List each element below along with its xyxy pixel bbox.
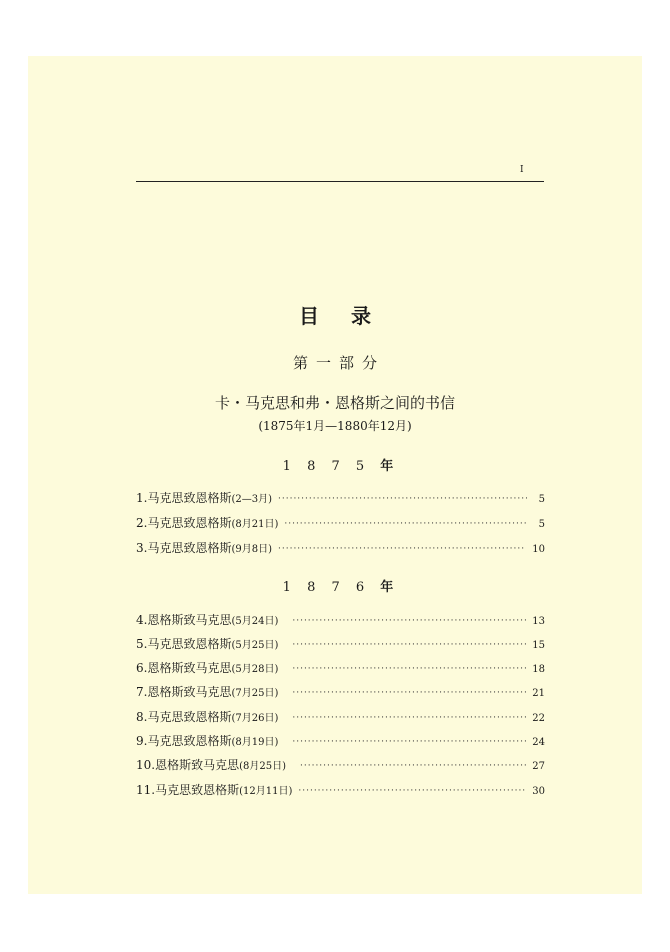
entry-date: (5月28日)	[231, 664, 279, 675]
dot-leader	[292, 640, 526, 650]
part-heading: 第一部分	[292, 354, 385, 372]
entry-page: 13	[532, 616, 545, 627]
toc-entry[interactable]	[136, 733, 545, 749]
dot-leader	[292, 737, 526, 747]
year-number: 1 8 7 6	[282, 580, 371, 595]
year-number: 1 8 7 5	[282, 459, 371, 474]
entry-page: 30	[532, 786, 545, 797]
entry-page: 24	[532, 737, 545, 748]
entry-date: (9月8日)	[231, 544, 272, 555]
year-heading-1875	[0, 455, 670, 474]
entry-page: 27	[532, 761, 545, 772]
page-title: 目录	[299, 304, 403, 328]
entry-number: 10.	[136, 758, 156, 772]
entry-page: 15	[532, 640, 545, 651]
entry-number: 7.	[136, 685, 148, 699]
entry-page: 5	[538, 519, 545, 530]
entry-date: (8月19日)	[231, 737, 279, 748]
entry-title: 恩格斯致马克思	[147, 661, 232, 675]
toc-entry[interactable]	[136, 612, 545, 628]
toc-entry[interactable]	[136, 540, 545, 556]
entry-number: 8.	[136, 710, 148, 724]
entry-number: 11.	[136, 783, 156, 797]
toc-entry[interactable]	[136, 636, 545, 652]
entry-number: 2.	[136, 516, 148, 530]
entry-number: 3.	[136, 541, 148, 555]
entry-date: (5月24日)	[231, 616, 279, 627]
entry-title: 马克思致恩格斯	[147, 710, 232, 724]
toc-entry[interactable]	[136, 709, 545, 725]
entry-date: (7月25日)	[231, 688, 279, 699]
dot-leader	[284, 519, 527, 529]
entry-title: 马克思致恩格斯	[147, 516, 232, 530]
date-range: (1875年1月—1880年12月)	[258, 419, 412, 433]
entry-date: (5月25日)	[231, 640, 279, 651]
dot-leader	[292, 616, 526, 626]
entry-number: 5.	[136, 637, 148, 651]
toc-entry[interactable]	[136, 757, 545, 773]
entry-date: (8月21日)	[231, 519, 279, 530]
year-suffix: 年	[380, 580, 394, 595]
dot-leader	[278, 494, 527, 504]
dot-leader	[292, 688, 526, 698]
page-number: I	[520, 165, 524, 175]
entry-page: 21	[532, 688, 545, 699]
dot-leader	[292, 713, 526, 723]
dot-leader	[300, 761, 526, 771]
entry-page: 22	[532, 713, 545, 724]
toc-entry[interactable]	[136, 490, 545, 506]
entry-title: 马克思致恩格斯	[147, 734, 232, 748]
year-suffix: 年	[380, 459, 394, 474]
toc-entry[interactable]	[136, 515, 545, 531]
header-rule	[136, 181, 544, 182]
entry-number: 9.	[136, 734, 148, 748]
dot-leader	[278, 544, 526, 554]
entry-date: (7月26日)	[231, 713, 279, 724]
entry-page: 10	[532, 544, 545, 555]
dot-leader	[292, 664, 526, 674]
toc-entry[interactable]	[136, 782, 545, 798]
entry-page: 5	[538, 494, 545, 505]
entry-title: 马克思致恩格斯	[147, 637, 232, 651]
entry-page: 18	[532, 664, 545, 675]
entry-number: 1.	[136, 491, 148, 505]
entry-title: 马克思致恩格斯	[147, 541, 232, 555]
toc-entry[interactable]	[136, 684, 545, 700]
entry-number: 4.	[136, 613, 148, 627]
year-heading-1876	[0, 576, 670, 595]
entry-date: (2—3月)	[231, 494, 272, 505]
entry-date: (8月25日)	[239, 761, 286, 772]
entry-number: 6.	[136, 661, 148, 675]
entry-title: 恩格斯致马克思	[155, 758, 240, 772]
entry-title: 恩格斯致马克思	[147, 613, 232, 627]
dot-leader	[298, 786, 526, 796]
entry-title: 恩格斯致马克思	[147, 685, 232, 699]
entry-title: 马克思致恩格斯	[155, 783, 240, 797]
toc-entry[interactable]	[136, 660, 545, 676]
entry-title: 马克思致恩格斯	[147, 491, 232, 505]
entry-date: (12月11日)	[239, 786, 293, 797]
section-subtitle: 卡・马克思和弗・恩格斯之间的书信	[214, 394, 455, 412]
